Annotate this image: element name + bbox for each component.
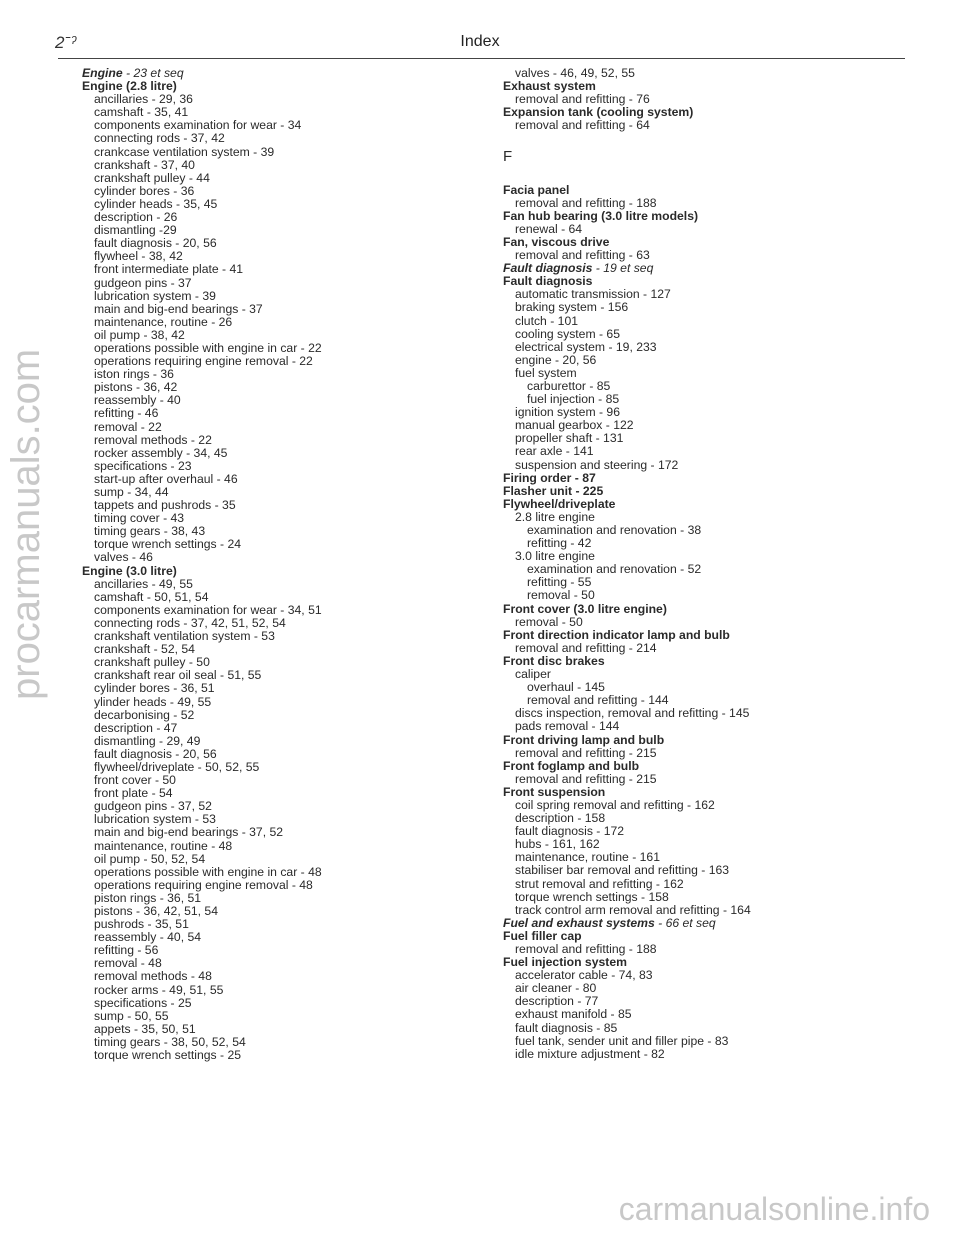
index-entry: timing gears - 38, 50, 52, 54 <box>94 1034 246 1049</box>
index-entry: removal and refitting - 64 <box>515 118 650 133</box>
index-heading: Flasher unit - 225 <box>503 483 604 498</box>
index-entry: reassembly - 40, 54 <box>94 930 202 945</box>
index-entry: main and big-end bearings - 37, 52 <box>94 825 284 840</box>
index-entry: braking system - 156 <box>515 300 629 315</box>
index-entry: 2.8 litre engine <box>515 509 595 524</box>
index-entry: removal methods - 48 <box>94 969 212 984</box>
index-entry: discs inspection, removal and refitting - 145 <box>515 706 750 721</box>
index-heading: Front direction indicator lamp and bulb <box>503 627 730 642</box>
index-entry: lubrication system - 39 <box>94 288 216 303</box>
index-entry: description - 77 <box>515 994 599 1009</box>
index-entry: refitting - 42 <box>527 536 592 551</box>
index-entry: cylinder heads - 35, 45 <box>94 196 218 211</box>
index-entry: clutch - 101 <box>515 313 579 328</box>
index-entry: removal - 50 <box>527 588 595 603</box>
index-entry: torque wrench settings - 25 <box>94 1048 242 1063</box>
index-entry: description - 26 <box>94 210 178 225</box>
index-entry: removal and refitting - 215 <box>515 745 657 760</box>
index-entry: crankshaft rear oil seal - 51, 55 <box>94 668 262 683</box>
index-entry: camshaft - 50, 51, 54 <box>94 589 209 604</box>
index-entry: start-up after overhaul - 46 <box>94 471 238 486</box>
index-entry: cylinder bores - 36 <box>94 183 195 198</box>
index-entry: operations requiring engine removal - 48 <box>94 877 313 892</box>
index-entry: maintenance, routine - 26 <box>94 314 233 329</box>
index-heading: Front foglamp and bulb <box>503 758 640 773</box>
index-entry: torque wrench settings - 24 <box>94 537 242 552</box>
index-entry: dismantling - 29, 49 <box>94 733 201 748</box>
index-entry: lubrication system - 53 <box>94 812 216 827</box>
index-entry: fault diagnosis - 172 <box>515 824 625 839</box>
index-heading: Firing order - 87 <box>503 470 596 485</box>
index-entry: front intermediate plate - 41 <box>94 262 244 277</box>
index-entry: fault diagnosis - 85 <box>515 1020 618 1035</box>
index-entry: camshaft - 35, 41 <box>94 105 189 120</box>
index-entry: removal and refitting - 188 <box>515 942 657 956</box>
index-entry: removal and refitting - 188 <box>515 195 657 210</box>
header-rule <box>58 58 905 59</box>
index-entry: rocker assembly - 34, 45 <box>94 445 228 460</box>
index-entry: examination and renovation - 52 <box>527 562 702 577</box>
index-entry: crankshaft ventilation system - 53 <box>94 629 275 644</box>
index-heading-title: Engine <box>82 66 123 80</box>
index-entry: timing cover - 43 <box>94 511 185 526</box>
index-entry: pads removal - 144 <box>515 719 620 734</box>
index-entry: coil spring removal and refitting - 162 <box>515 797 715 812</box>
index-entry: track control arm removal and refitting - 164 <box>515 902 751 917</box>
index-entry: crankcase ventilation system - 39 <box>94 144 275 159</box>
index-entry: fault diagnosis - 20, 56 <box>94 746 217 761</box>
index-entry: rocker arms - 49, 51, 55 <box>94 982 224 997</box>
index-heading: Fuel filler cap <box>503 928 582 943</box>
index-entry: front cover - 50 <box>94 773 176 788</box>
index-entry: suspension and steering - 172 <box>515 457 679 472</box>
section-letter: F <box>503 148 513 166</box>
index-entry: front plate - 54 <box>94 786 173 801</box>
index-entry: gudgeon pins - 37, 52 <box>94 799 212 814</box>
index-entry: removal and refitting - 214 <box>515 640 657 655</box>
index-entry: removal and refitting - 63 <box>515 248 650 263</box>
index-entry: gudgeon pins - 37 <box>94 275 192 290</box>
index-entry: sump - 50, 55 <box>94 1008 169 1023</box>
index-entry: components examination for wear - 34 <box>94 118 302 133</box>
index-entry: fuel system <box>515 365 577 380</box>
index-heading: Engine (2.8 litre) <box>82 79 177 94</box>
index-entry: description - 158 <box>515 811 606 826</box>
index-entry: removal and refitting - 76 <box>515 92 650 107</box>
index-entry: flywheel/driveplate - 50, 52, 55 <box>94 759 260 774</box>
index-entry: automatic transmission - 127 <box>515 287 671 302</box>
index-entry: operations possible with engine in car - 48 <box>94 864 322 879</box>
index-entry: cooling system - 65 <box>515 326 620 341</box>
index-entry: strut removal and refitting - 162 <box>515 876 684 891</box>
index-entry: dismantling -29 <box>94 223 177 238</box>
index-entry: crankshaft pulley - 44 <box>94 170 210 185</box>
index-entry: rear axle - 141 <box>515 444 594 459</box>
index-entry: refitting - 55 <box>527 575 592 590</box>
index-heading: Front disc brakes <box>503 653 605 668</box>
index-entry: removal methods - 22 <box>94 432 212 447</box>
index-entry: examination and renovation - 38 <box>527 523 702 537</box>
index-entry: removal - 48 <box>94 956 162 971</box>
index-entry: iston rings - 36 <box>94 367 174 382</box>
index-column-right <box>503 67 923 1061</box>
index-entry: torque wrench settings - 158 <box>515 889 669 904</box>
index-entry: tappets and pushrods - 35 <box>94 498 236 513</box>
index-entry: accelerator cable - 74, 83 <box>515 968 653 983</box>
index-heading: Fan, viscous drive <box>503 234 610 249</box>
index-entry: sump - 34, 44 <box>94 485 169 499</box>
index-heading: Exhaust system <box>503 79 596 94</box>
index-entry: operations requiring engine removal - 22 <box>94 354 313 369</box>
watermark-bottom: carmanualsonline.info <box>618 1191 930 1227</box>
index-entry: idle mixture adjustment - 82 <box>515 1046 665 1061</box>
watermark-side: procarmanuals.com <box>4 348 48 700</box>
index-heading: Front cover (3.0 litre engine) <box>503 601 667 616</box>
index-entry: reassembly - 40 <box>94 393 181 408</box>
index-entry: crankshaft - 52, 54 <box>94 642 195 657</box>
index-entry: ignition system - 96 <box>515 405 620 420</box>
index-entry: description - 47 <box>94 720 178 735</box>
index-entry: removal and refitting - 215 <box>515 771 657 786</box>
index-entry: components examination for wear - 34, 51 <box>94 602 322 617</box>
index-entry: overhaul - 145 <box>527 680 605 695</box>
index-entry: ylinder heads - 49, 55 <box>94 694 212 709</box>
index-entry: fault diagnosis - 20, 56 <box>94 236 217 251</box>
index-entry: valves - 46 <box>94 550 153 565</box>
index-entry: stabiliser bar removal and refitting - 163 <box>515 863 730 878</box>
index-heading: Front suspension <box>503 784 606 799</box>
index-heading: Front driving lamp and bulb <box>503 732 665 747</box>
index-entry: operations possible with engine in car - 22 <box>94 340 322 355</box>
index-entry: valves - 46, 49, 52, 55 <box>515 66 635 80</box>
index-heading: Flywheel/driveplate <box>503 496 616 511</box>
index-entry: hubs - 161, 162 <box>515 837 600 852</box>
index-entry: renewal - 64 <box>515 221 583 236</box>
index-entry: crankshaft - 37, 40 <box>94 157 195 172</box>
index-entry: cylinder bores - 36, 51 <box>94 681 215 696</box>
page-title: Index <box>460 33 500 50</box>
index-heading <box>503 917 923 930</box>
index-entry: maintenance, routine - 161 <box>515 850 660 865</box>
index-entry: flywheel - 38, 42 <box>94 249 183 264</box>
index-entry: oil pump - 50, 52, 54 <box>94 851 206 866</box>
index-entry: electrical system - 19, 233 <box>515 339 657 354</box>
index-entry: engine - 20, 56 <box>515 352 597 367</box>
index-entry: exhaust manifold - 85 <box>515 1007 632 1022</box>
index-entry: connecting rods - 37, 42 <box>94 131 225 146</box>
index-entry: pistons - 36, 42 <box>94 380 178 395</box>
index-entry: pushrods - 35, 51 <box>94 917 189 932</box>
index-entry: piston rings - 36, 51 <box>94 890 202 905</box>
index-heading: Fault diagnosis <box>503 274 593 289</box>
index-entry: 3.0 litre engine <box>515 549 595 564</box>
index-entry: removal - 22 <box>94 419 162 434</box>
index-entry: specifications - 25 <box>94 995 192 1010</box>
index-heading-title: Fuel and exhaust systems <box>503 915 655 930</box>
index-heading-ref: - 19 et seq <box>592 261 654 276</box>
index-entry: maintenance, routine - 48 <box>94 838 233 853</box>
index-entry: ancillaries - 29, 36 <box>94 92 193 107</box>
index-heading-ref: - 23 et seq <box>122 66 184 80</box>
index-entry: main and big-end bearings - 37 <box>94 301 263 316</box>
index-heading: Expansion tank (cooling system) <box>503 105 694 120</box>
index-entry: decarbonising - 52 <box>94 707 195 722</box>
index-heading: Engine (3.0 litre) <box>82 563 177 578</box>
page-number: 2ˉˀ <box>55 33 77 52</box>
index-heading: Facia panel <box>503 182 570 197</box>
index-entry: refitting - 56 <box>94 943 159 958</box>
index-entry: removal and refitting - 144 <box>527 693 669 708</box>
index-entry: pistons - 36, 42, 51, 54 <box>94 904 218 918</box>
index-entry: connecting rods - 37, 42, 51, 52, 54 <box>94 615 286 630</box>
index-entry: specifications - 23 <box>94 458 192 473</box>
index-entry: crankshaft pulley - 50 <box>94 655 210 670</box>
index-entry: removal - 50 <box>515 614 583 629</box>
index-column-left <box>82 67 482 1062</box>
index-entry: carburettor - 85 <box>527 378 611 393</box>
index-entry: ancillaries - 49, 55 <box>94 576 193 591</box>
index-entry: caliper <box>515 667 551 682</box>
index-entry: air cleaner - 80 <box>515 981 597 996</box>
index-entry: fuel injection - 85 <box>527 392 620 407</box>
index-entry: appets - 35, 50, 51 <box>94 1021 196 1036</box>
index-heading-ref: - 66 et seq <box>654 915 716 930</box>
index-entry: refitting - 46 <box>94 406 159 421</box>
index-heading: Fan hub bearing (3.0 litre models) <box>503 208 699 223</box>
index-entry: fuel tank, sender unit and filler pipe - 83 <box>515 1033 729 1048</box>
index-entry: timing gears - 38, 43 <box>94 524 206 539</box>
index-entry: propeller shaft - 131 <box>515 431 624 446</box>
index-entry: manual gearbox - 122 <box>515 418 634 433</box>
index-heading: Fuel injection system <box>503 955 627 970</box>
index-heading-title: Fault diagnosis <box>503 261 593 276</box>
index-entry: oil pump - 38, 42 <box>94 327 185 342</box>
